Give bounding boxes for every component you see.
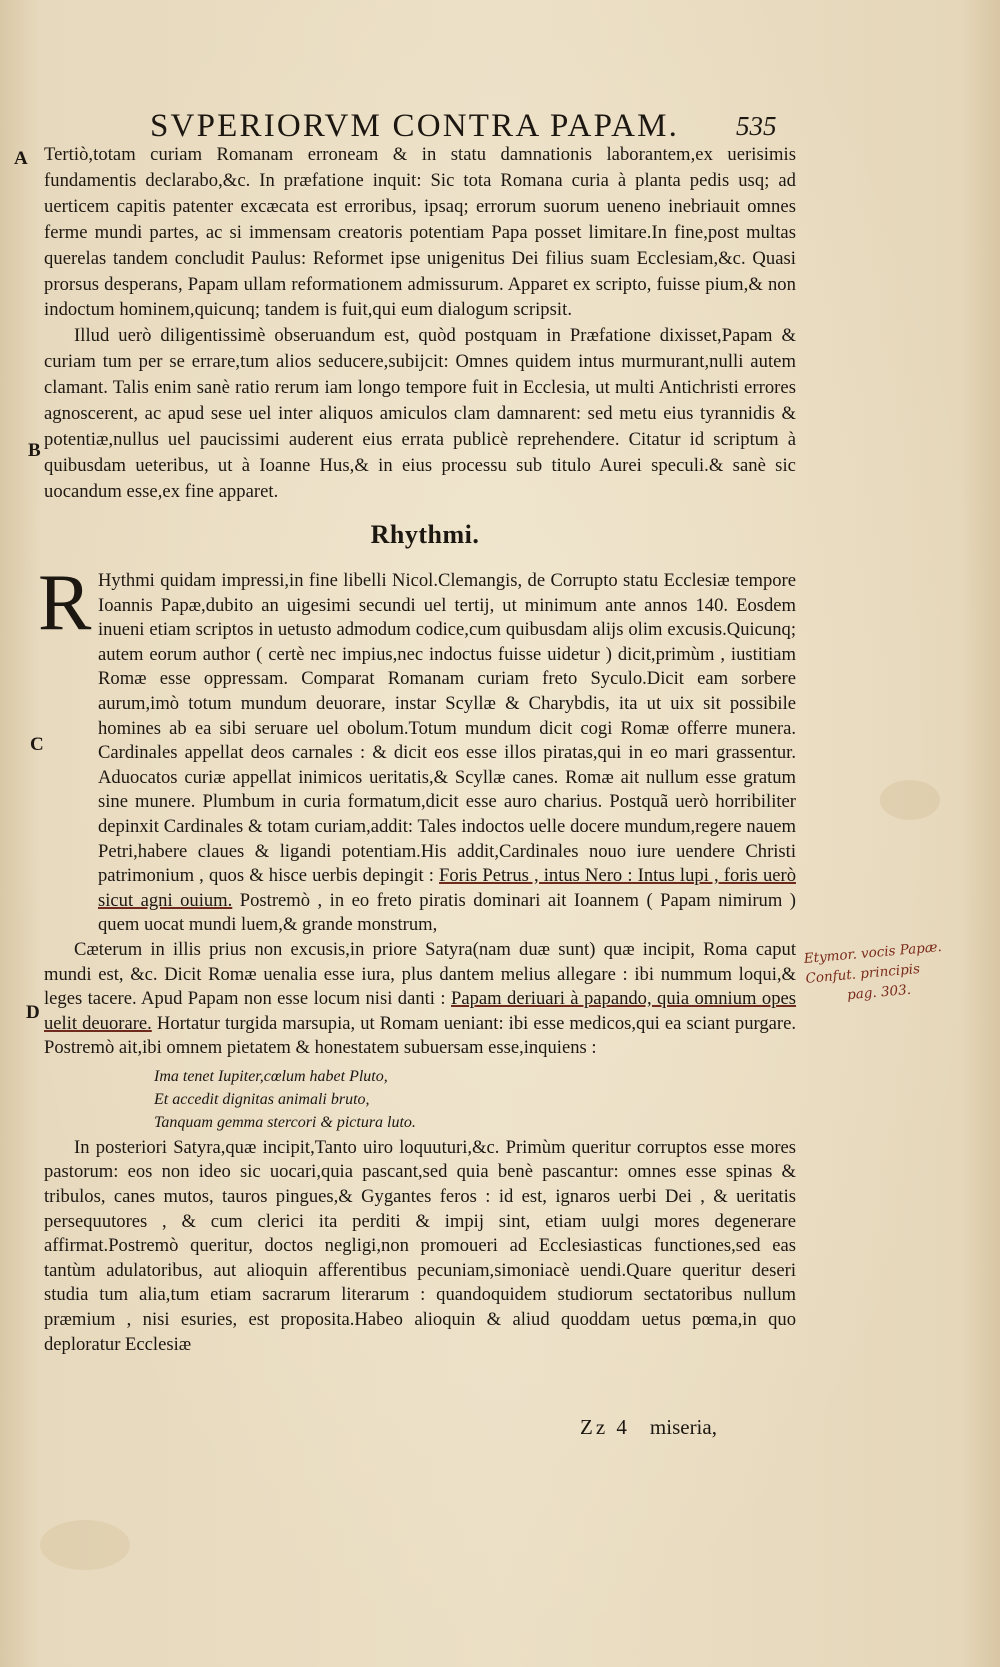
- catchword: miseria,: [649, 1415, 717, 1439]
- page-number: 535: [736, 111, 777, 141]
- running-head: SVPERIORVM CONTRA PAPAM.: [150, 108, 680, 144]
- signature-mark: Zz 4: [580, 1415, 630, 1439]
- drop-capital: R: [38, 559, 92, 647]
- rhythmi-text-cont: Postremò , in eo freto piratis dominari ait Ioannem ( Papam nimirum ) quem uocat mundi luem,& grande monstrum,: [98, 889, 796, 936]
- verse-line: Ima tenet Iupiter,cœlum habet Pluto,: [154, 1067, 388, 1085]
- underlined-passage: Foris Petrus , intus Nero : Intus lupi , foris uerò sicut agni ouium.: [98, 865, 796, 911]
- paragraph-rhythmi: [98, 569, 796, 938]
- verse-line: Et accedit dignitas animali bruto,: [154, 1090, 370, 1108]
- handwritten-margin-note: [803, 932, 1000, 1009]
- handnote-line: Confut. principis: [804, 960, 921, 987]
- handnote-line: pag. 303.: [846, 981, 912, 1004]
- section-heading: Rhythmi.: [370, 520, 480, 549]
- paragraph-caeterum: [44, 938, 796, 1061]
- signature-line: [580, 1415, 717, 1440]
- paper-stain: [40, 1520, 130, 1570]
- paragraph-illud: Illud uerò diligentissimè obseruandum est, quòd postquam in Præfatione dixisset,Papam & curiam tum per se errare,tum alios seducere,subijcit: Omnes quidem intus murmurant,nulli autem clamant. Talis enim sanè ratio rerum iam longo tempore fuit in Ecclesia, ut multi Antichristi errores agnoscerent, ac apud sese uel inter aliquos amiculos clam damnarent: sed metu eius tyrannidis & potentiæ,nullus uel paucissimi auderent eius errata publicè reprehendere. Citatur id scriptum à quibusdam ueteribus, ut à Ioanne Hus,& in eius processu sub titulo Aurei speculi.& sanè sic uocandum esse,ex fine apparet.: [44, 325, 796, 502]
- margin-letter-d: D: [26, 1002, 40, 1023]
- paragraph-posteriori: In posteriori Satyra,quæ incipit,Tanto uiro loquuturi,&c. Primùm queritur corruptos esse mores pastorum: eos non ideo sic uocari,quia pascant,sed quia benè pascantur: omnes esse spinas & tribulos, canes mutos, tauros pingues,& Gygantes feros : id est, ignaros uerbi Dei , & ueritatis persequutores , & cum clerici ita perditi & impij sint, etiam uulgi mores degenerare affirmat.Postremò queritur, doctos negligi,non promoueri ad Ecclesiasticas functiones,sed eas tantùm adulatoribus, aut alioquin afferentibus pecuniam,simoniacè uendi.Quare queritur deseri studia tum alia,tum etiam sacrarum literarum : quandoquidem studiorum sectatoribus nullum præmium , nisi esuries, est proposita.Habeo alioquin & aliud quoddam uetus pœma,in quo deploratur Ecclesiæ: [44, 1136, 796, 1355]
- paper-stain: [880, 780, 940, 820]
- margin-letter-a: A: [14, 148, 28, 169]
- paragraph-tertio: Tertiò,totam curiam Romanam erroneam & in statu damnationis laborantem,ex uerisimis fundamentis declarabo,&c. In præfatione inquit: Sic tota Romana curia à planta pedis usq; ad uerticem capitis patenter excæcata est erroribus, ipsaq; errorum suorum ueneno inebriauit omnes ferme mundi partes, ac si immensam creatoris potentiam Papa posset limitare.In fine,post multas querelas tandem concludit Paulus: Reformet ipse unigenitus Dei filius suam Ecclesiam,&c. Quasi prorsus desperans, Papam ullam reformationem admissurum. Apparet ex scripto, fuisse pium,& non indoctum hominem,quicunq; tandem is fuit,qui eum dialogum scripsit.: [44, 144, 796, 321]
- margin-letter-c: C: [30, 734, 44, 755]
- caeterum-text-cont: Hortatur turgida marsupia, ut Romam ueniant: ibi esse medicos,qui ea sciant purgare. Postremò ait,ibi omnem pietatem & honestatem subuersam esse,inquiens :: [44, 1012, 796, 1059]
- verse-line: Tanquam gemma stercori & pictura luto.: [154, 1113, 416, 1131]
- margin-letter-b: B: [28, 440, 41, 461]
- caeterum-text: Cæterum in illis prius non excusis,in priore Satyra(nam duæ sunt) quæ incipit, Roma caput mundi est, &c. Dicit Romæ uenalia esse iura, plus dantem melius allegare : ibi nummum loqui,& leges tacere. Apud Papam non esse locum nisi danti :: [44, 938, 796, 1010]
- rhythmi-text: Hythmi quidam impressi,in fine libelli Nicol.Clemangis, de Corrupto statu Ecclesiæ tempore Ioannis Papæ,dubito an uigesimi secundi uel tertij, ut minimum ante annos 140. Eosdem inueni etiam scriptos in uetusto admodum codice,cum quibusdam alijs olim excusis.Quicunq; autem eorum author ( certè nec impius,nec indoctus fuisse uidetur ) dicit,primùm , iustitiam Romæ esse oppressam. Comparat Romanam curiam freto Syculo.Dicit eam sorbere aurum,imò totum mundum deuorare, instar Scyllæ & Charybdis, ita ut uix sit possibile homines ab ea sibi seruare uel obolum.Totum mundum dicit cogi Romæ offerre munera. Cardinales appellat deos carnales : & dicit eos esse illos piratas,qui in eo mari grassentur. Aduocatos curiæ appellat inimicos ueritatis,& Scyllæ canes. Romæ ait nullum esse gratum sine munere. Plumbum in curia formatum,dicit esse auro charius. Postquã uerò horribiliter depinxit Cardinales & totam curiam,addit: Tales indoctos uelle docere mundum,regere nauem Petri,habere claues & ligandi potentiam.His addit,Cardinales nouo iure uendere Christi patrimonium , quos & hisce uerbis depingit :: [98, 570, 796, 887]
- main-text: [44, 142, 796, 505]
- rhythmi-section: [44, 569, 796, 1357]
- handnote-line: Etymor. vocis Papæ.: [803, 938, 943, 967]
- underlined-passage-papam: Papam deriuari à papando, quia omnium opes uelit deuorare.: [44, 988, 797, 1034]
- verse-quote: [154, 1065, 796, 1134]
